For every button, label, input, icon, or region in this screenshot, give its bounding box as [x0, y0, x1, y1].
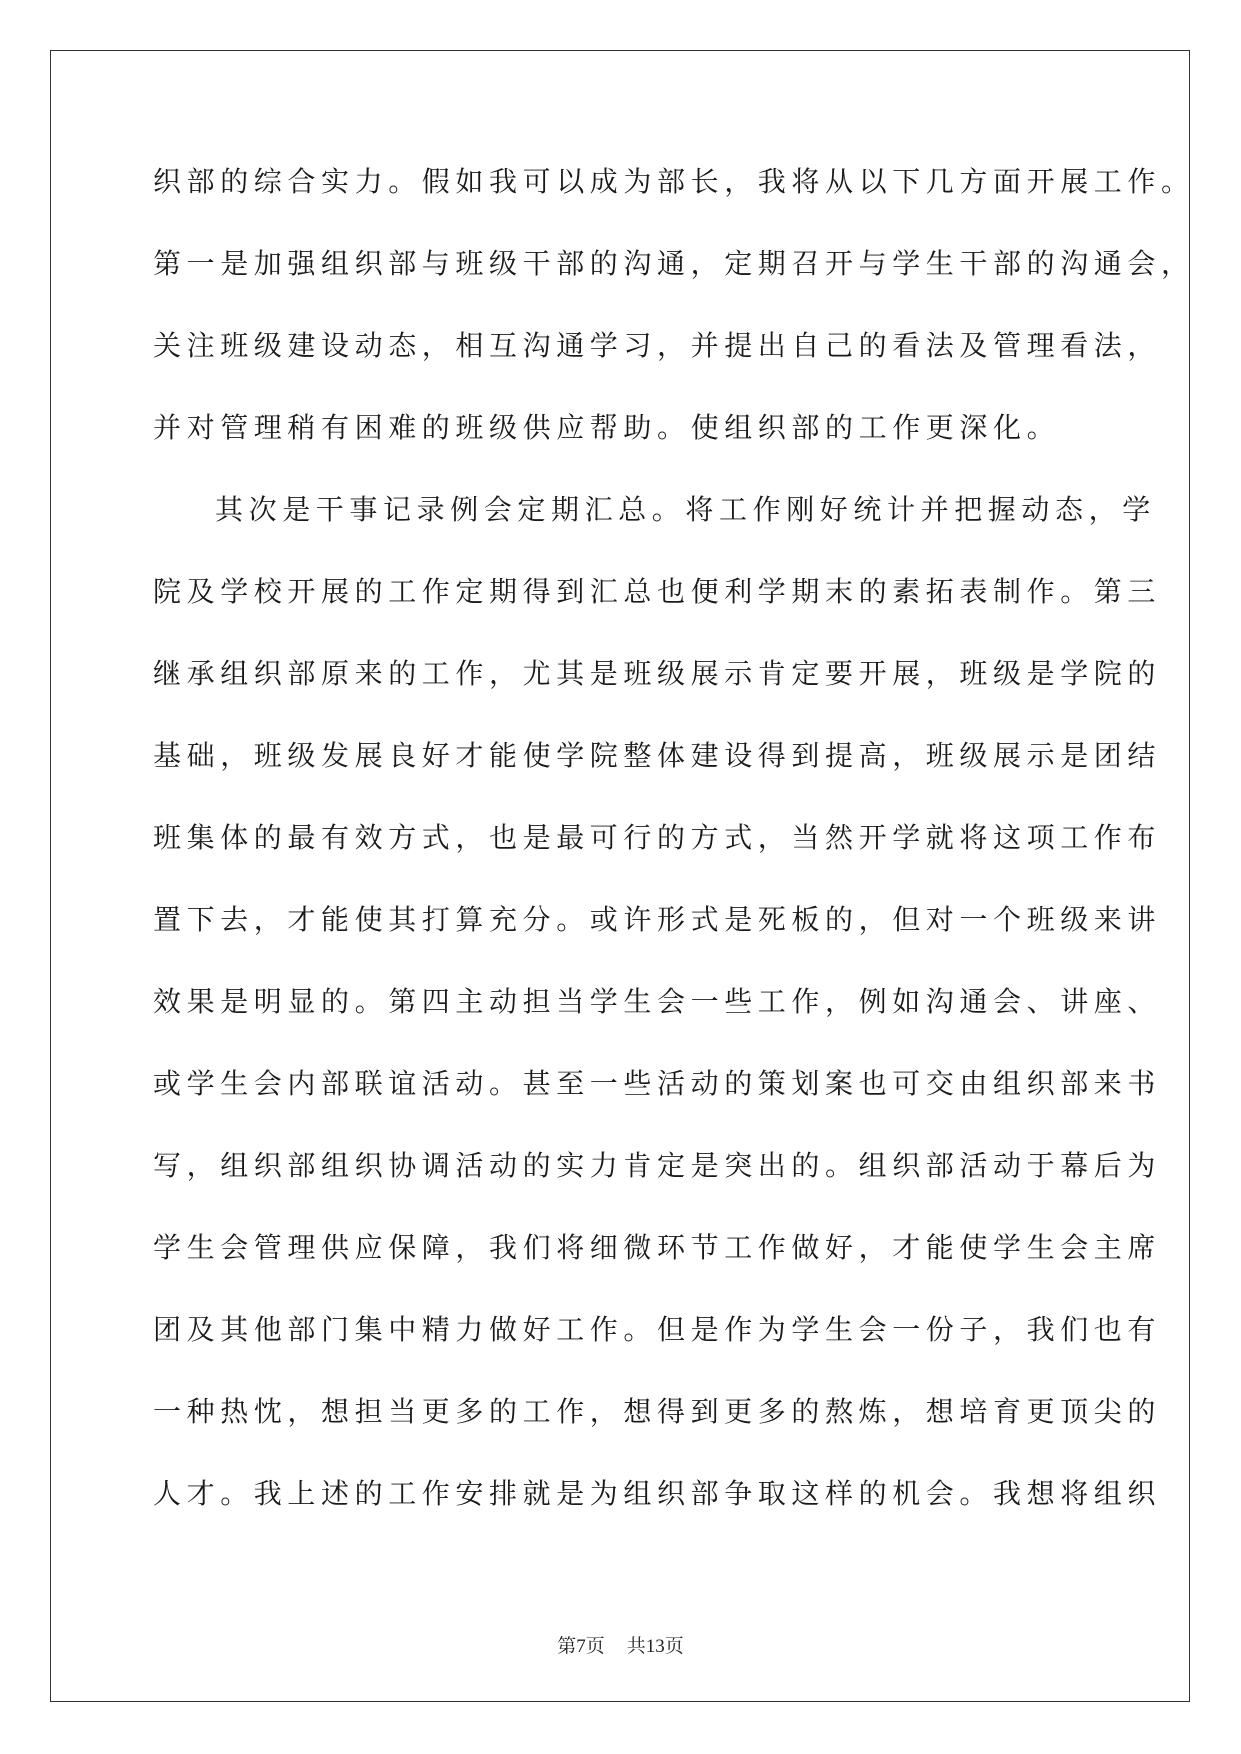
- text-line: 织部的综合实力。假如我可以成为部长，我将从以下几方面开展工作。: [153, 165, 1195, 198]
- text-line: 写，组织部组织协调活动的实力肯定是突出的。组织部活动于幕后为: [153, 1149, 1162, 1182]
- text-line: 效果是明显的。第四主动担当学生会一些工作，例如沟通会、讲座、: [153, 985, 1162, 1018]
- text-line: 并对管理稍有困难的班级供应帮助。使组织部的工作更深化。: [153, 411, 1061, 444]
- text-line: 或学生会内部联谊活动。甚至一些活动的策划案也可交由组织部来书: [153, 1067, 1162, 1100]
- text-line: 院及学校开展的工作定期得到汇总也便利学期末的素拓表制作。第三: [153, 575, 1162, 608]
- text-line: 置下去，才能使其打算充分。或许形式是死板的，但对一个班级来讲: [153, 903, 1162, 936]
- text-line: 团及其他部门集中精力做好工作。但是作为学生会一份子，我们也有: [153, 1313, 1162, 1346]
- text-line: 第一是加强组织部与班级干部的沟通，定期召开与学生干部的沟通会，: [153, 247, 1195, 280]
- page-number: 第7页: [557, 1636, 605, 1657]
- page-total: 共13页: [626, 1636, 684, 1657]
- document-body: [153, 162, 1195, 1556]
- text-line: 班集体的最有效方式，也是最可行的方式，当然开学就将这项工作布: [153, 821, 1162, 854]
- text-line: 基础，班级发展良好才能使学院整体建设得到提高，班级展示是团结: [153, 739, 1162, 772]
- page-footer: [0, 1631, 1241, 1658]
- text-line: 学生会管理供应保障，我们将细微环节工作做好，才能使学生会主席: [153, 1231, 1162, 1264]
- text-line: 关注班级建设动态，相互沟通学习，并提出自己的看法及管理看法，: [153, 329, 1162, 362]
- text-line: 一种热忱，想担当更多的工作，想得到更多的熬炼，想培育更顶尖的: [153, 1395, 1162, 1428]
- text-line: 人才。我上述的工作安排就是为组织部争取这样的机会。我想将组织: [153, 1477, 1162, 1510]
- paragraph-first-line: 其次是干事记录例会定期汇总。将工作刚好统计并把握动态，学: [215, 493, 1156, 526]
- text-line: 继承组织部原来的工作，尤其是班级展示肯定要开展，班级是学院的: [153, 657, 1162, 690]
